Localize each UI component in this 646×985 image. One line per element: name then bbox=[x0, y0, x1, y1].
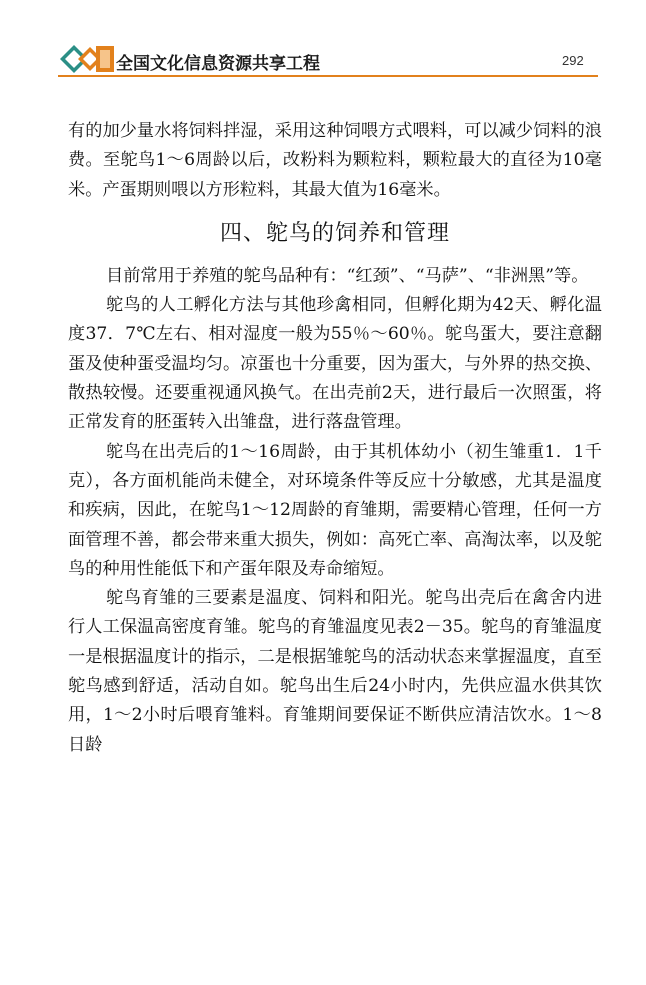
paragraph: 目前常用于养殖的鸵鸟品种有：“红颈”、“马萨”、“非洲黑”等。 bbox=[106, 265, 589, 286]
header-title: 全国文化信息资源共享工程 bbox=[116, 54, 320, 74]
header-divider bbox=[58, 75, 598, 77]
diamond-logo-icon bbox=[60, 42, 114, 76]
paragraph: 鸵鸟育雏的三要素是温度、饲料和阳光。鸵鸟出壳后在禽舍内进行人工保温高密度育雏。鸵鸟的育雏温度见表2－35。鸵鸟的育雏温度一是根据温度计的指示，二是根据雏鸵鸟的活动状态来掌握温度，直至鸵鸟感到舒适，活动自如。鸵鸟出生后24小时内，先供应温水供其饮用，1～2小时后喂育雏料。育雏期间要保证不断供应清洁饮水。1～8日龄 bbox=[68, 588, 602, 755]
page-body bbox=[68, 117, 602, 760]
page-header bbox=[0, 0, 646, 80]
paragraph: 鸵鸟在出壳后的1～16周龄，由于其机体幼小（初生雏重1．1千克），各方面机能尚未健全，对环境条件等反应十分敏感，尤其是温度和疾病，因此，在鸵鸟1～12周龄的育雏期，需要精心管理，任何一方面管理不善，都会带来重大损失，例如：高死亡率、高淘汰率，以及鸵鸟的种用性能低下和产蛋年限及寿命缩短。 bbox=[68, 441, 602, 579]
paragraph: 鸵鸟的人工孵化方法与其他珍禽相同，但孵化期为42天、孵化温度37．7℃左右、相对湿度一般为55％～60％。鸵鸟蛋大，要注意翻蛋及使种蛋受温均匀。凉蛋也十分重要，因为蛋大，与外界的热交换、散热较慢。还要重视通风换气。在出壳前2天，进行最后一次照蛋，将正常发育的胚蛋转入出雏盘，进行落盘管理。 bbox=[68, 295, 602, 433]
page-number: 292 bbox=[562, 53, 584, 68]
paragraph-continued: 有的加少量水将饲料拌湿，采用这种饲喂方式喂料，可以减少饲料的浪费。至鸵鸟1～6周龄以后，改粉料为颗粒料，颗粒最大的直径为10毫米。产蛋期则喂以方形粒料，其最大值为16毫米。 bbox=[68, 121, 602, 200]
section-title: 四、鸵鸟的饲养和管理 bbox=[219, 220, 450, 246]
